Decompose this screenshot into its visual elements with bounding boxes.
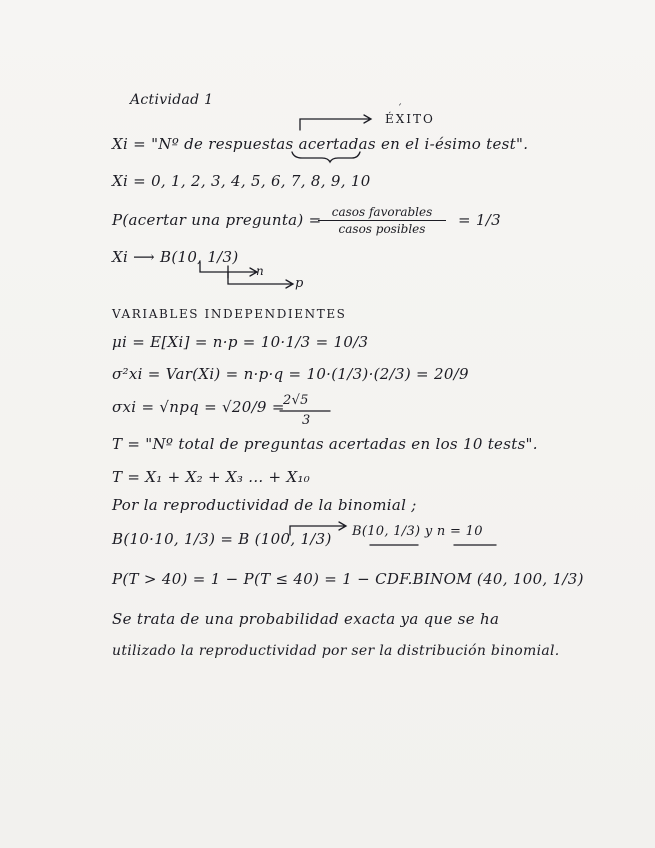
xi-distribution: Xi ⟶ B(10, 1/3)	[112, 248, 239, 266]
acertadas-brace	[292, 152, 360, 162]
binomial-line: B(10·10, 1/3) = B (100, 1/3)	[112, 530, 332, 548]
exito-label: ÉXITO	[385, 112, 435, 126]
probability-fraction	[318, 205, 446, 236]
conclusion-line-2: utilizado la reproductividad por ser la distribución binomial.	[112, 643, 560, 659]
reproductivity-line: Por la reproductividad de la binomial ;	[112, 496, 417, 514]
probability-result: = 1/3	[458, 211, 501, 229]
variance-line: σ²xi = Var(Xi) = n·p·q = 10·(1/3)·(2/3) = 20/9	[112, 365, 469, 383]
sd-denominator: 3	[302, 413, 311, 428]
probability-definition: P(acertar una pregunta) =	[112, 211, 322, 229]
label-n: n	[256, 264, 265, 278]
xi-definition: Xi = "Nº de respuestas acertadas en el i-ésimo test".	[112, 135, 529, 153]
t-sum: T = X₁ + X₂ + X₃ ... + X₁₀	[112, 468, 311, 486]
label-p: p	[295, 276, 304, 291]
fraction-numerator: casos favorables	[318, 205, 446, 221]
fraction-denominator: casos posibles	[338, 222, 426, 236]
sd-numerator: 2√5	[283, 393, 309, 408]
independent-variables: VARIABLES INDEPENDIENTES	[112, 307, 347, 321]
xi-values: Xi = 0, 1, 2, 3, 4, 5, 6, 7, 8, 9, 10	[112, 172, 371, 190]
exito-accent: ´	[397, 104, 402, 115]
binomial-note: B(10, 1/3) y n = 10	[352, 524, 483, 539]
probability-t-line: P(T > 40) = 1 − P(T ≤ 40) = 1 − CDF.BINOM (40, 100, 1/3)	[112, 570, 584, 588]
t-definition: T = "Nº total de preguntas acertadas en los 10 tests".	[112, 435, 538, 453]
mean-line: μi = E[Xi] = n·p = 10·1/3 = 10/3	[112, 333, 369, 351]
exito-arrow	[300, 115, 371, 130]
sd-line: σxi = √npq = √20/9 =	[112, 398, 285, 416]
conclusion-line-1: Se trata de una probabilidad exacta ya que se ha	[112, 610, 500, 628]
activity-title: Actividad 1	[130, 92, 214, 108]
